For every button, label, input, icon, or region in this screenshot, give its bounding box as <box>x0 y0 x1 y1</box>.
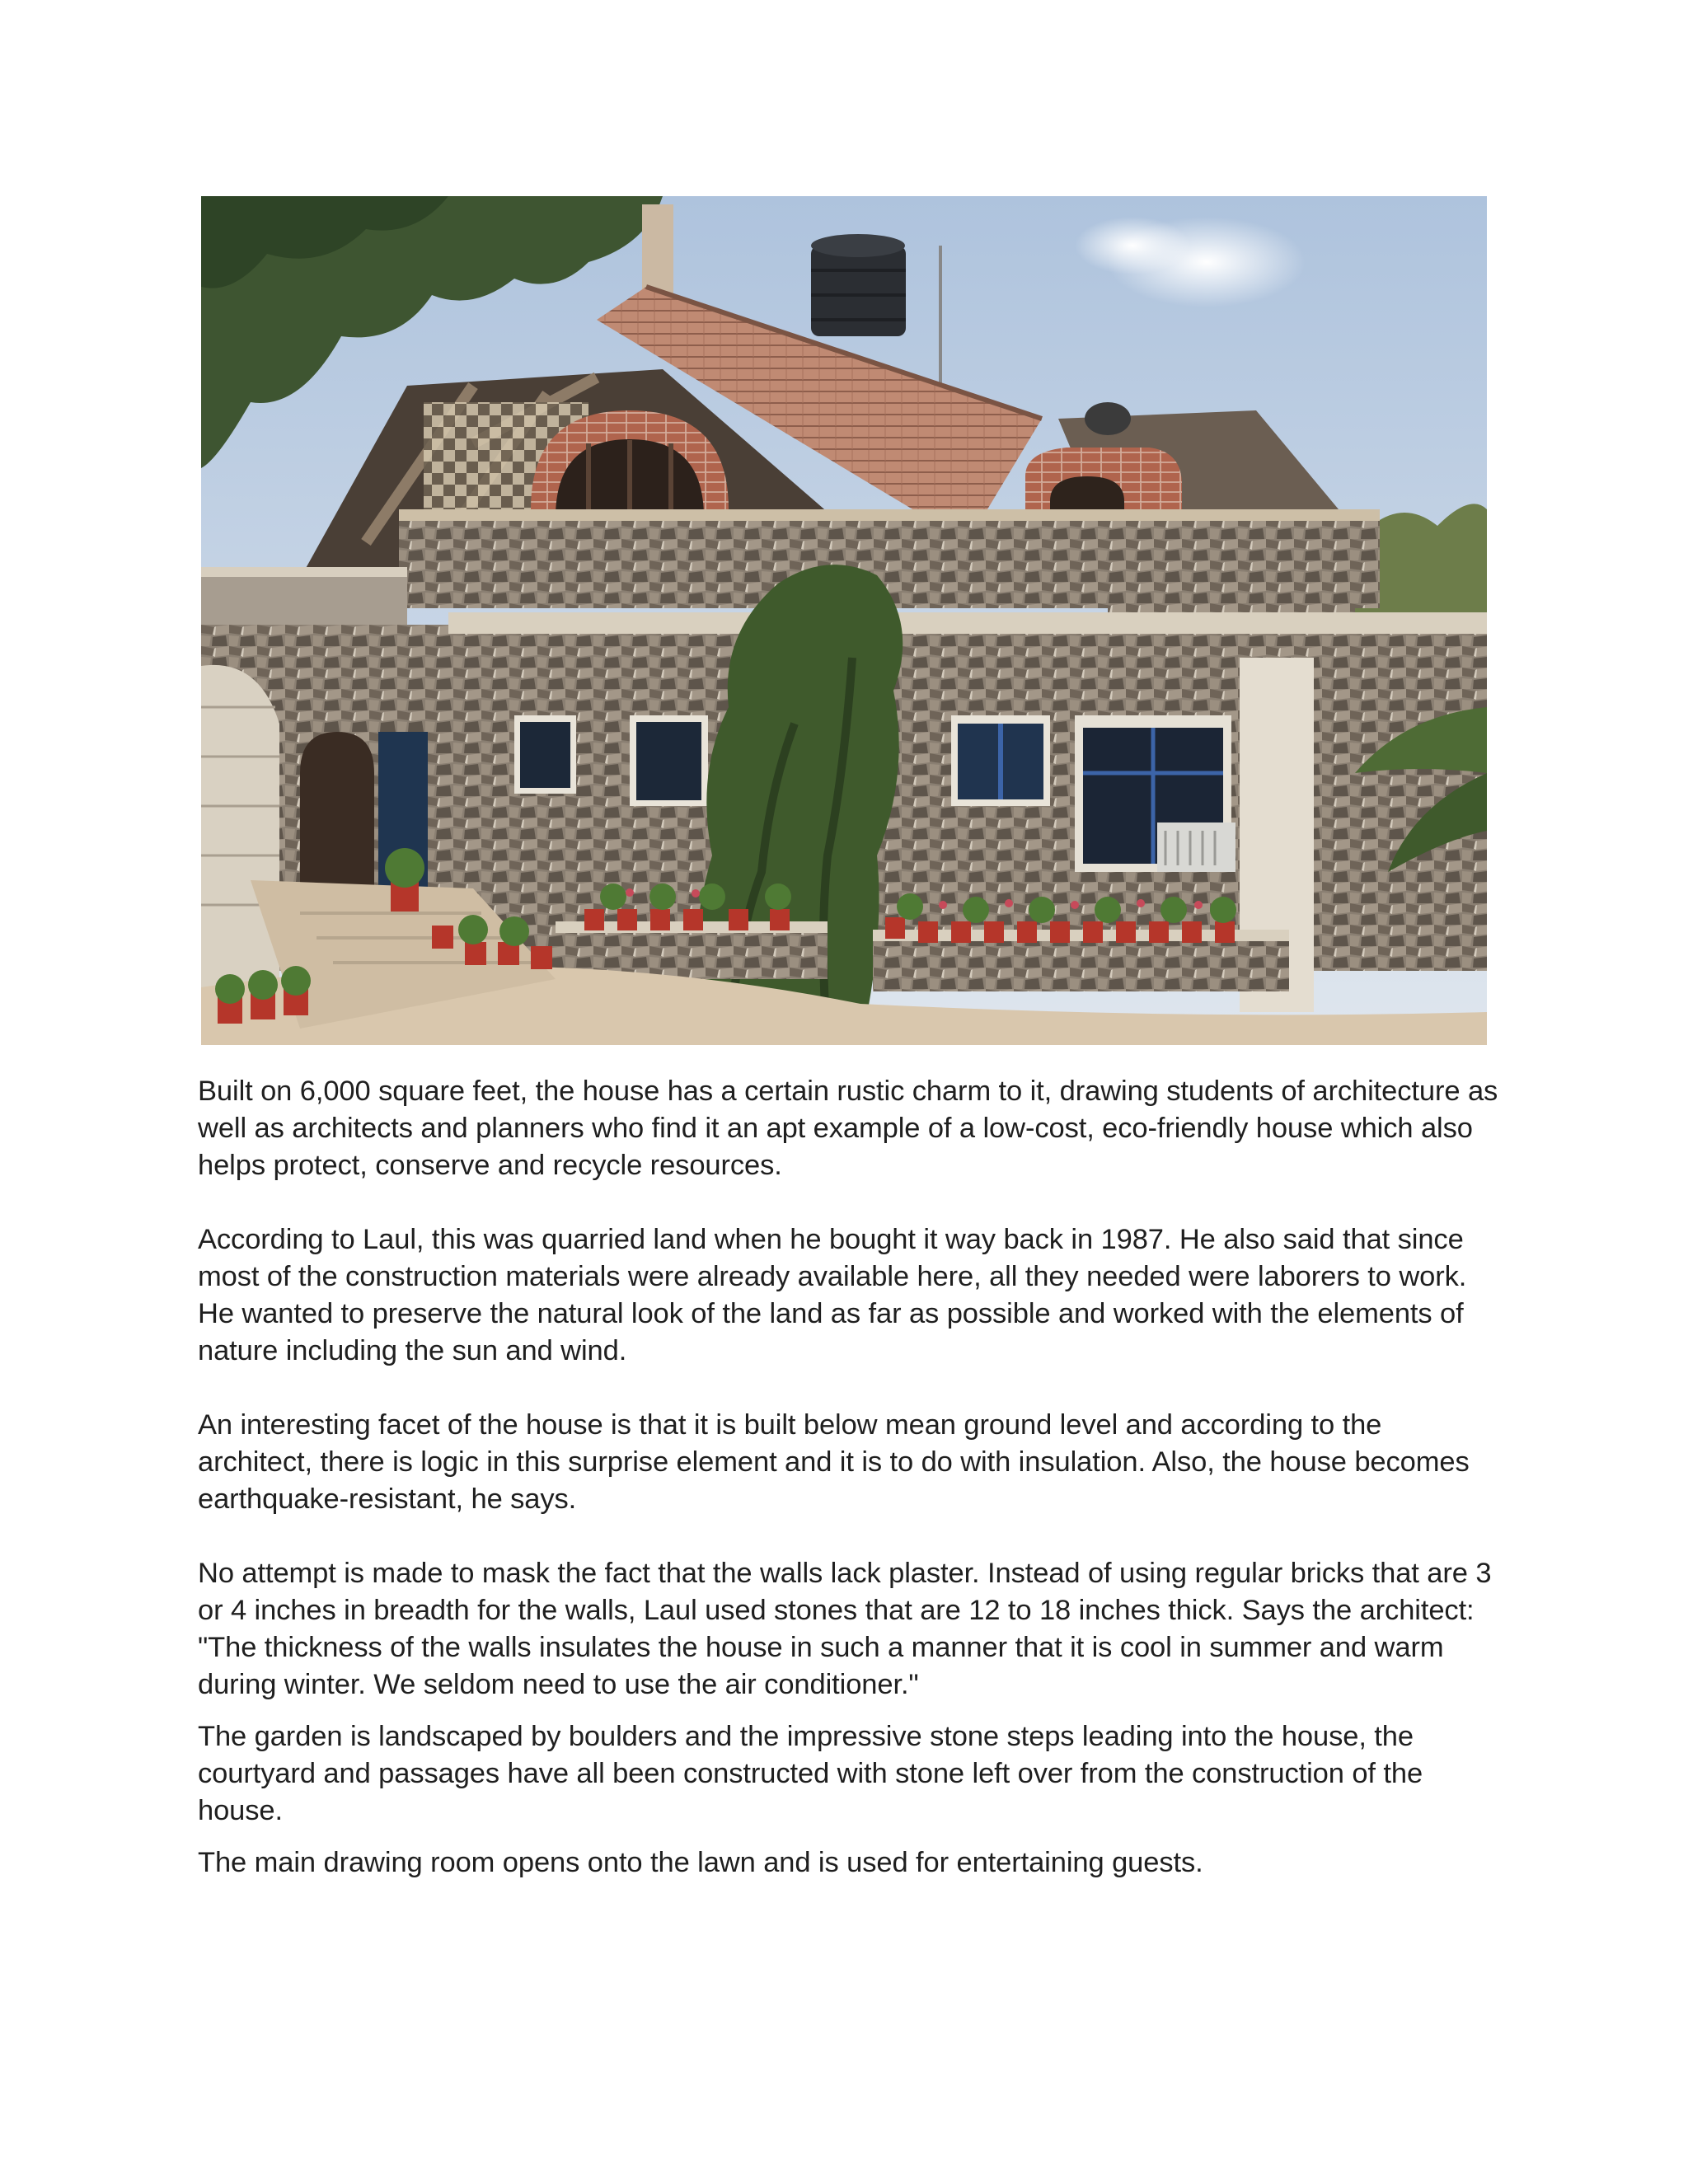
house-photo-illustration <box>201 196 1487 1045</box>
paragraph-2: According to Laul, this was quarried land when he bought it way back in 1987. He also said that since most of the construction materials were already available here, all they needed were laborers to work. He wanted to preserve the natural look of the land as far as possible and worked with the elements of nature including the sun and wind. <box>198 1224 1467 1366</box>
article-body <box>198 1073 1500 1882</box>
paragraph-4: No attempt is made to mask the fact that the walls lack plaster. Instead of using regular bricks that are 3 or 4 inches in breadth for the walls, Laul used stones that are 12 to 18 inches thick. Says the architect: "The thickness of the walls insulates the house in such a manner that it is cool in summer and warm during winter. We seldom need to use the air conditioner." <box>198 1558 1492 1700</box>
paragraph-5: The garden is landscaped by boulders and the impressive stone steps leading into the house, the courtyard and passages have all been constructed with stone left over from the construction of the house. <box>198 1721 1423 1826</box>
paragraph-6: The main drawing room opens onto the lawn and is used for entertaining guests. <box>198 1847 1203 1878</box>
paragraph-1: Built on 6,000 square feet, the house has a certain rustic charm to it, drawing students of architecture as well as architects and planners who find it an apt example of a low-cost, eco-friendly house which also helps protect, conserve and recycle resources. <box>198 1076 1498 1181</box>
paragraph-3: An interesting facet of the house is that it is built below mean ground level and according to the architect, there is logic in this surprise element and it is to do with insulation. Also, the house becomes earthquake-resistant, he says. <box>198 1409 1470 1515</box>
house-photo <box>201 196 1487 1045</box>
